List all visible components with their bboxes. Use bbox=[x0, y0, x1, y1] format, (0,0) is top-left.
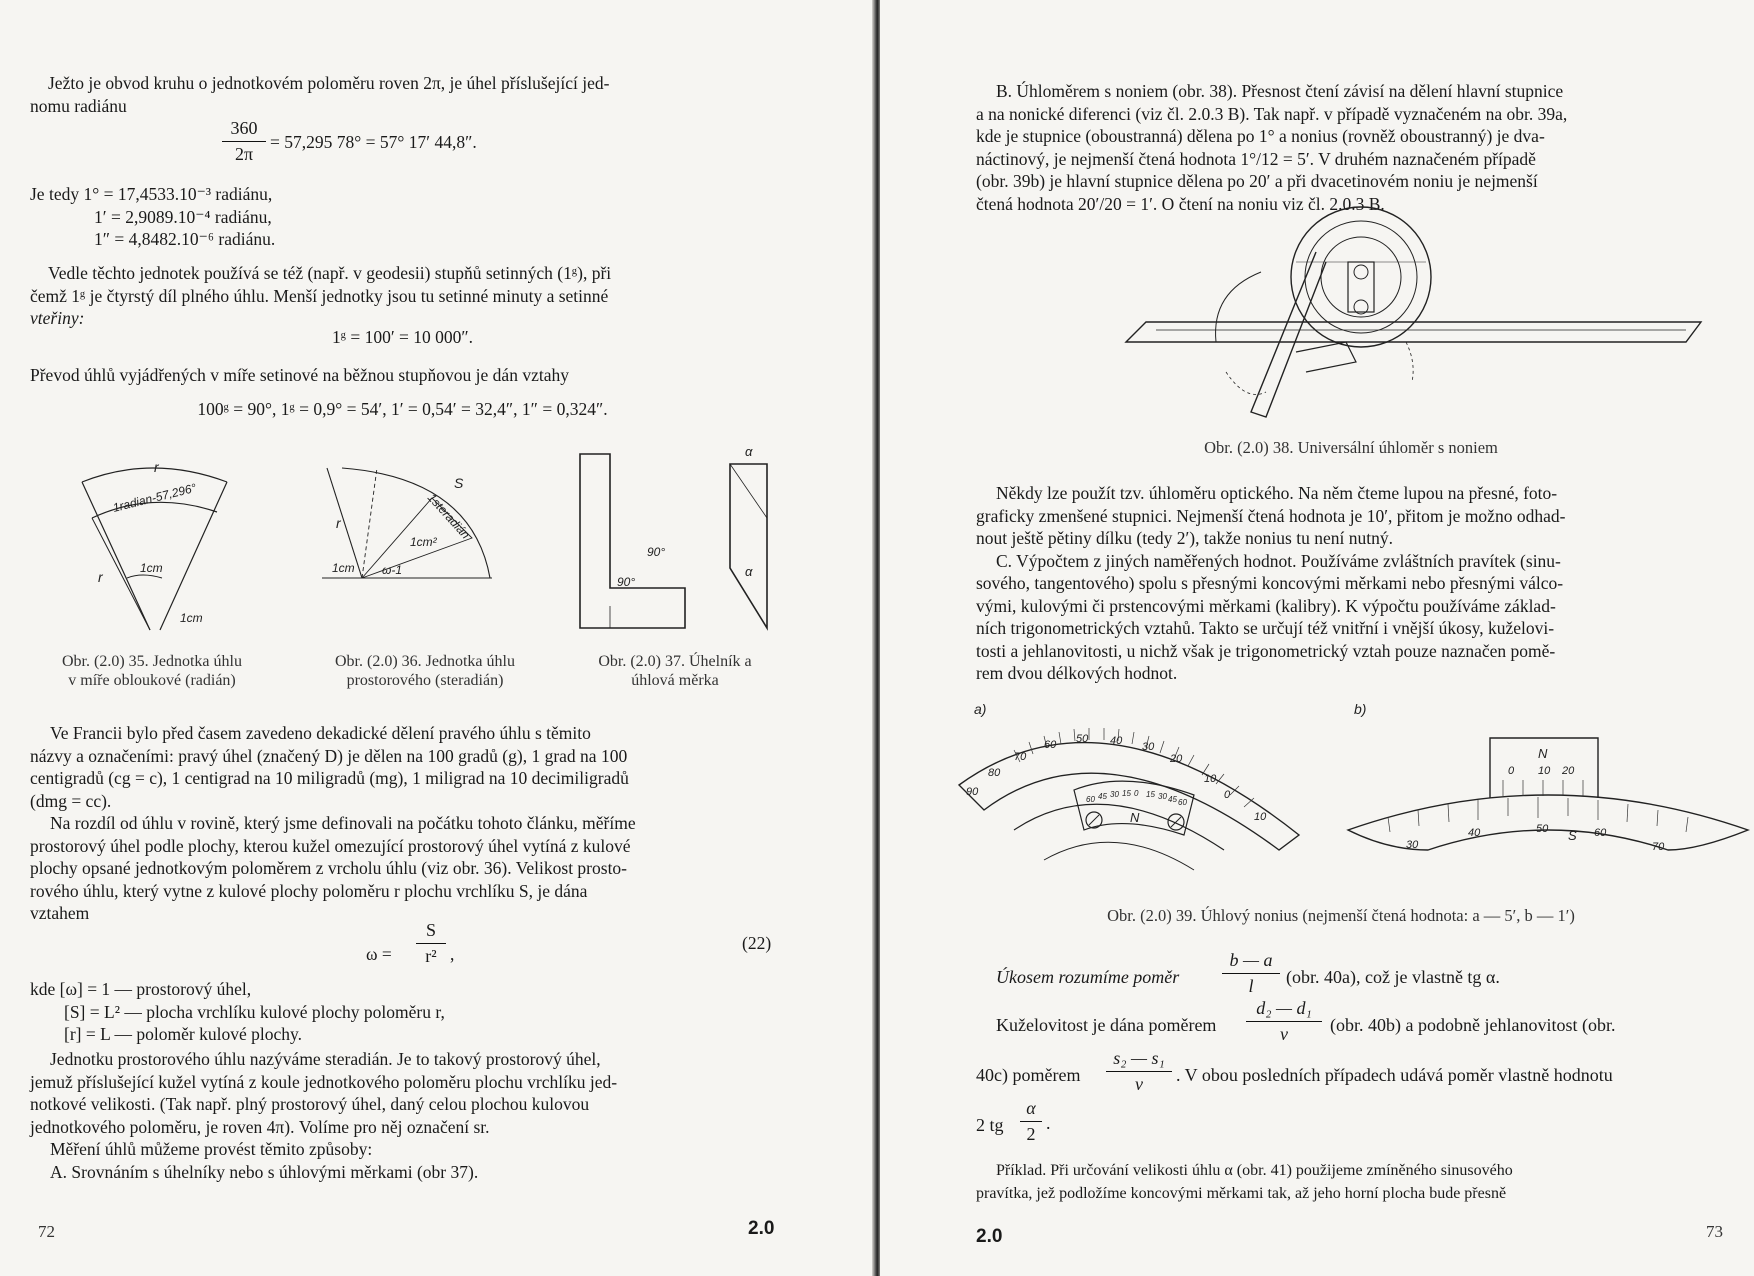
ukos-tail: (obr. 40a), což je vlastně tg α. bbox=[1286, 967, 1500, 987]
para-optical: Někdy lze použít tzv. úhloměru optického. Na něm čteme lupou na přesné, foto- graficky zmenšené stupnici. Nejmenší čtená hodnota je 10′, přitom je možno odhad- nout ještě pětiny dílku (tedy 2′), takže nonius tu není nutný. C. Výpočtem z jiných naměřených hodnot. Používáme zvláštních pravítek (sinu- sového, tangentového) spolu s přesnými koncovými měrkami nebo přesnými válco- vými, kulovými či prstencovými měrkami (kalibry). K výpočtu používáme základ- ních trigonometrických vztahů. Takto se určují též vnitřní i vnější úkosy, kuželovi- tosti a jehlanovitosti, u nichž však je trigonometrický vztah pouze naznačen pomě- rem dvou délkových hodnot. bbox=[976, 483, 1566, 683]
folio-right: 2.0 bbox=[976, 1226, 1003, 1247]
fig39a-vernier-60-right: 60 bbox=[1178, 798, 1187, 807]
jehlan-tail: . V obou posledních případech udává poměr vlastně hodnotu bbox=[1176, 1065, 1613, 1085]
fig35-label-1cm-bottom: 1cm bbox=[180, 611, 203, 625]
jehlan-fraction: s₂ — s₁ v bbox=[1106, 1048, 1172, 1095]
fig39b-vernier-20: 20 bbox=[1562, 765, 1575, 777]
fig39a-scale-70: 70 bbox=[1014, 751, 1027, 763]
omega-tail: , bbox=[450, 944, 455, 964]
fig39a-scale-10-right: 10 bbox=[1254, 811, 1267, 823]
fig39a-vernier-30: 30 bbox=[1110, 790, 1119, 799]
para-b: B. Úhloměrem s noniem (obr. 38). Přesnost čtení závisí na dělení hlavní stupnice a na nonické diferenci (viz čl. 2.0.3 B). Tak např. v případě vyznačeném na obr. 39a, kde je stupnice (oboustranná) dělena po 1° a nonius (rovněž oboustranný) je dva- náctinový, je nejmenší čtená hodnota 1°/12 = 5′. V druhém naznačeném případě (obr. 39b) je hlavní stupnice dělena po 20′ a při dvacetinovém noniu je nejmenší čtená hodnota 20′/20 = 1′. O čtení na noniu viz čl. 2.0.3 B. bbox=[976, 81, 1568, 214]
fig39a-scale-20: 20 bbox=[1170, 753, 1183, 765]
gon-paragraph: Vedle těchto jednotek používá se též (např. v geodesii) stupňů setinných (1ᵍ), při čemž 1ᵍ je čtyrstý díl plného úhlu. Menší jednotky jsou tu setinné minuty a setinné vteřiny: bbox=[30, 263, 612, 328]
fig39a-scale-60: 60 bbox=[1044, 739, 1057, 751]
tg-tail: . bbox=[1046, 1113, 1051, 1133]
fig37-label-alpha-bottom: α bbox=[745, 564, 753, 579]
page-number-left: 72 bbox=[38, 1222, 55, 1241]
intro-paragraph: Ježto je obvod kruhu o jednotkovém poloměru roven 2π, je úhel příslušející jed- nomu radiánu bbox=[30, 73, 610, 116]
folio-left: 2.0 bbox=[748, 1218, 775, 1239]
example-paragraph: Příklad. Při určování velikosti úhlu α (obr. 41) použijeme zmíněného sinusového pravítka, jež podložíme koncovými měrkami tak, až jeho horní plocha bude přesně bbox=[976, 1162, 1513, 1202]
fig36-steradian-diagram bbox=[322, 458, 502, 618]
omega-lhs: ω = bbox=[366, 944, 392, 964]
kuzel-fraction: d₂ — d₁ v bbox=[1246, 998, 1322, 1045]
fig36-label-1cm: 1cm bbox=[332, 561, 355, 575]
gon-formula: 1ᵍ = 100′ = 10 000″. bbox=[331, 327, 474, 347]
fig39b-scale-60: 60 bbox=[1594, 827, 1607, 839]
fig39a-scale-40: 40 bbox=[1110, 735, 1123, 747]
ukos-text: Úkosem rozumíme poměr bbox=[996, 967, 1180, 987]
fig35-label-1cm: 1cm bbox=[140, 561, 163, 575]
fig37-caption: Obr. (2.0) 37. Úhelník a úhlová měrka bbox=[598, 653, 752, 689]
steradian-paragraph: Jednotku prostorového úhlu nazýváme steradián. Je to takový prostorový úhel, jemuž příslušející kužel vytíná z koule jednotkového poloměru plochu vrchlíku jed- notkové velikosti. (Tak např. plný prostorový úhel, daný celou plochou kulovou jednotkového poloměru, je roven 4π). Volíme pro něj označení sr. Měření úhlů můžeme provést těmito způsoby: A. Srovnáním s úhelníky nebo s úhlovými měrkami (obr 37). bbox=[30, 1049, 618, 1182]
fig39a-vernier-30-right: 30 bbox=[1158, 792, 1167, 801]
fig36-label-steradian: 1steradián bbox=[424, 490, 473, 542]
jehlan-text: 40c) poměrem bbox=[976, 1065, 1081, 1085]
conversion-intro: Převod úhlů vyjádřených v míře setinové na běžnou stupňovou je dán vztahy bbox=[30, 365, 569, 385]
fig35-label-radian: 1radian-57,296° bbox=[111, 480, 198, 515]
fig39b-vernier bbox=[1348, 700, 1748, 860]
fig39b-marker-s: S bbox=[1568, 828, 1577, 843]
omega-fraction: S r² bbox=[416, 920, 446, 967]
equation-number: (22) bbox=[742, 933, 772, 953]
fig36-label-omega: ω-1 bbox=[382, 563, 403, 577]
fig35-radian-diagram bbox=[82, 460, 242, 640]
fig39a-vernier bbox=[954, 700, 1314, 890]
tg-text: 2 tg bbox=[976, 1115, 1004, 1135]
left-page bbox=[0, 0, 874, 1276]
fig39-caption: Obr. (2.0) 39. Úhlový nonius (nejmenší čtená hodnota: a — 5′, b — 1′) bbox=[1107, 906, 1575, 925]
degree-values: Je tedy 1° = 17,4533.10⁻³ radiánu, 1′ = 2,9089.10⁻⁴ radiánu, 1″ = 4,8482.10⁻⁶ radiánu. bbox=[30, 184, 276, 249]
fig39b-label: b) bbox=[1354, 701, 1367, 717]
fig39b-scale-50: 50 bbox=[1536, 823, 1549, 835]
fig39a-vernier-45-right: 45 bbox=[1168, 795, 1177, 804]
kuzel-tail: (obr. 40b) a podobně jehlanovitost (obr. bbox=[1330, 1015, 1616, 1035]
fig35-caption: Obr. (2.0) 35. Jednotka úhlu v míře obloukové (radián) bbox=[62, 653, 242, 689]
kuzel-text: Kuželovitost je dána poměrem bbox=[996, 1015, 1217, 1035]
fig39b-scale-30: 30 bbox=[1406, 839, 1419, 851]
fig39a-scale-50: 50 bbox=[1076, 733, 1089, 745]
fig39a-vernier-60: 60 bbox=[1086, 795, 1095, 804]
where-lines: kde [ω] = 1 — prostorový úhel, [S] = L² — plocha vrchlíku kulové plochy poloměru r, [r] = L — poloměr kulové plochy. bbox=[30, 979, 445, 1044]
fig35-label-r-side: r bbox=[98, 569, 103, 585]
fig39b-vernier-0: 0 bbox=[1508, 765, 1515, 777]
fig39a-vernier-45: 45 bbox=[1098, 792, 1107, 801]
fig39a-vernier-15-right: 15 bbox=[1146, 790, 1155, 799]
fig35-label-r-top: r bbox=[154, 459, 159, 475]
france-paragraph: Ve Francii bylo před časem zavedeno dekadické dělení pravého úhlu s těmito názvy a označeními: pravý úhel (značený D) je dělen na 100 gradů (g), 1 grad na 100 centigradů (cg = c), 1 centigrad na 10 miligradů (mg), 1 miligrad na 10 decimiligradů (dmg = cc). Na rozdíl od úhlu v rovině, který jsme definovali na počátku tohoto článku, měříme prostorový úhel podle plochy, kterou kužel omezující prostorový úhel vytíná z kulové plochy opsané jednotkovým poloměrem z vrcholu úhlu (viz obr. 36). Velikost prosto- rového úhlu, který vytne z kulové plochy poloměru r plochu vrchlíku S, je dána vztahem bbox=[30, 723, 636, 923]
fig37-label-90-inner: 90° bbox=[617, 575, 636, 589]
fig37-label-alpha-top: α bbox=[745, 444, 753, 459]
fig39b-marker-n: N bbox=[1538, 746, 1548, 761]
fig39a-label: a) bbox=[974, 701, 987, 717]
fig39b-vernier-10: 10 bbox=[1538, 765, 1551, 777]
fig39a-scale-0: 0 bbox=[1224, 789, 1231, 801]
fig37-label-90-outer: 90° bbox=[647, 545, 666, 559]
right-page bbox=[880, 0, 1754, 1276]
fig39a-scale-30: 30 bbox=[1142, 741, 1155, 753]
fig39b-scale-40: 40 bbox=[1468, 827, 1481, 839]
radian-formula: = 57,295 78° = 57° 17′ 44,8″. bbox=[270, 132, 477, 152]
fig39a-scale-80: 80 bbox=[988, 767, 1001, 779]
fig38-protractor bbox=[1116, 222, 1716, 422]
fig39a-marker-n: N bbox=[1130, 810, 1140, 825]
fig36-label-s: S bbox=[454, 475, 464, 491]
radian-fraction: 360 2π bbox=[222, 118, 266, 165]
fig39b-scale-70: 70 bbox=[1652, 841, 1665, 853]
fig39a-scale-10: 10 bbox=[1204, 773, 1217, 785]
fig36-caption: Obr. (2.0) 36. Jednotka úhlu prostorového (steradián) bbox=[335, 653, 515, 689]
fig39a-vernier-15: 15 bbox=[1122, 789, 1131, 798]
fig39a-scale-90: 90 bbox=[966, 786, 979, 798]
fig36-label-1cm2: 1cm² bbox=[410, 535, 437, 549]
fig38-caption: Obr. (2.0) 38. Universální úhloměr s noniem bbox=[1204, 438, 1498, 457]
page-number-right: 73 bbox=[1706, 1222, 1723, 1241]
fig36-label-r: r bbox=[336, 515, 341, 531]
ukos-fraction: b — a l bbox=[1222, 950, 1280, 997]
fig39a-vernier-0: 0 bbox=[1134, 789, 1139, 798]
conversion-formula: 100ᵍ = 90°, 1ᵍ = 0,9° = 54′, 1′ = 0,54′ = 32,4″, 1″ = 0,324″. bbox=[197, 399, 608, 419]
fig37-square-and-gauge bbox=[575, 446, 775, 636]
tg-fraction: α 2 bbox=[1020, 1098, 1042, 1145]
